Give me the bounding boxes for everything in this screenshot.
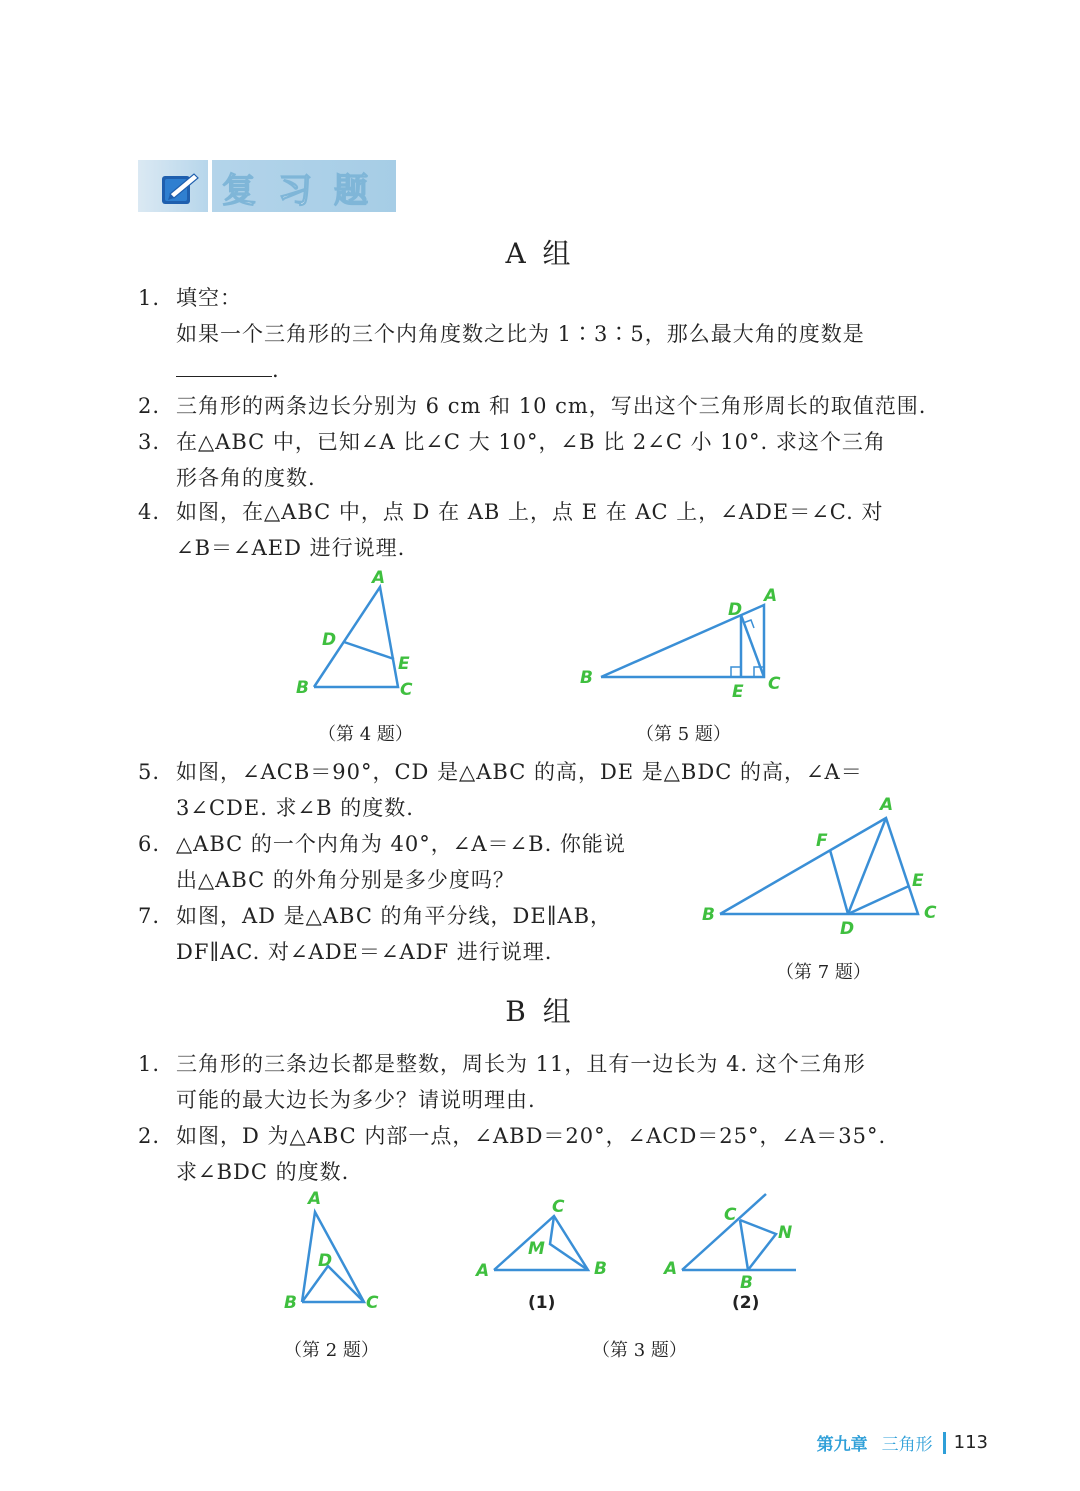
figure-b2 <box>280 1186 390 1316</box>
question-text: 三角形的两条边长分别为 6 cm 和 10 cm，写出这个三角形周长的取值范围. <box>176 394 927 418</box>
question-text: 如果一个三角形的三个内角度数之比为 1∶3∶5，那么最大角的度数是 <box>176 322 865 346</box>
label-a: A <box>372 568 386 588</box>
answer-blank <box>176 352 272 377</box>
footer-section: 三角形 <box>881 1435 933 1455</box>
page-number: 113 <box>953 1432 988 1453</box>
segments-cn-nb <box>740 1220 776 1270</box>
label-a: A <box>308 1189 322 1209</box>
label-c: C <box>768 674 781 694</box>
label-e: E <box>912 871 924 891</box>
segment-df <box>830 850 848 914</box>
question-number: 4. <box>138 500 161 524</box>
label-n: N <box>778 1223 793 1243</box>
question-b2 <box>138 1118 966 1190</box>
label-b: B <box>740 1273 753 1293</box>
question-text: DF∥AC. 对∠ADE＝∠ADF 进行说理. <box>176 940 553 964</box>
question-a3 <box>138 424 966 496</box>
question-number: 6. <box>138 832 161 856</box>
figure-a7 <box>700 792 950 942</box>
label-c: C <box>724 1205 737 1225</box>
question-text: ∠B＝∠AED 进行说理. <box>176 536 406 560</box>
label-c: C <box>552 1197 565 1217</box>
label-c: C <box>400 680 413 700</box>
question-text: 求∠BDC 的度数. <box>176 1160 350 1184</box>
question-a6 <box>138 826 696 898</box>
subfigure-tag: (1) <box>528 1293 556 1313</box>
figure-b3-caption: （第 3 题） <box>592 1340 687 1361</box>
label-d: D <box>840 919 855 939</box>
figure-a5 <box>576 585 796 700</box>
footer-chapter: 第九章 <box>816 1435 868 1455</box>
label-b: B <box>702 905 715 925</box>
question-a2 <box>138 388 966 424</box>
label-c: C <box>924 903 937 923</box>
label-d: D <box>728 600 743 620</box>
question-text: 如图，AD 是△ABC 的角平分线，DE∥AB， <box>176 904 613 928</box>
group-a-title: A 组 <box>505 237 575 270</box>
question-number: 7. <box>138 904 161 928</box>
label-f: F <box>816 831 828 851</box>
label-a: A <box>764 586 778 606</box>
question-text: △ABC 的一个内角为 40°，∠A＝∠B. 你能说 <box>176 832 626 856</box>
figure-b3-1 <box>474 1196 624 1311</box>
question-text: 如图，∠ACB＝90°，CD 是△ABC 的高，DE 是△BDC 的高，∠A＝ <box>176 760 863 784</box>
question-a7 <box>138 898 696 970</box>
question-text: 如图，在△ABC 中，点 D 在 AB 上，点 E 在 AC 上，∠ADE＝∠C. 对 <box>176 500 884 524</box>
question-text: 形各角的度数. <box>176 466 316 490</box>
page-footer <box>817 1430 988 1455</box>
question-number: 3. <box>138 430 161 454</box>
figure-a7-caption: （第 7 题） <box>776 962 871 983</box>
question-text: 3∠CDE. 求∠B 的度数. <box>176 796 414 820</box>
right-angle-mark-e <box>731 667 741 677</box>
label-b: B <box>296 678 309 698</box>
question-text: 填空： <box>176 286 242 310</box>
footer-divider <box>943 1432 946 1454</box>
figure-b2-caption: （第 2 题） <box>284 1340 379 1361</box>
label-b: B <box>580 668 593 688</box>
question-a4 <box>138 494 966 566</box>
segment-cb <box>740 1220 748 1270</box>
figure-b3-2 <box>660 1190 810 1313</box>
label-d: D <box>318 1251 333 1271</box>
label-e: E <box>398 654 410 674</box>
section-title: 复习题 <box>222 171 390 211</box>
question-text: 三角形的三条边长都是整数，周长为 11，且有一边长为 4. 这个三角形 <box>176 1052 866 1076</box>
question-b1 <box>138 1046 966 1118</box>
header-separator <box>208 160 212 212</box>
label-a: A <box>664 1259 678 1279</box>
label-e: E <box>732 682 744 702</box>
group-b-title: B 组 <box>505 995 575 1028</box>
figure-a4 <box>290 565 430 700</box>
question-text: 可能的最大边长为多少？请说明理由. <box>176 1088 536 1112</box>
label-b: B <box>284 1293 297 1313</box>
subfigure-tag: (2) <box>732 1293 760 1313</box>
figure-a5-caption: （第 5 题） <box>636 724 731 745</box>
segment-de <box>344 642 394 659</box>
question-text: 如图，D 为△ABC 内部一点，∠ABD＝20°，∠ACD＝25°，∠A＝35°. <box>176 1124 887 1148</box>
question-a1 <box>138 280 956 388</box>
question-number: 5. <box>138 760 161 784</box>
question-text: 出△ABC 的外角分别是多少度吗？ <box>176 868 515 892</box>
question-number: 1. <box>138 1052 161 1076</box>
label-a: A <box>476 1261 490 1281</box>
figure-a4-caption: （第 4 题） <box>318 724 413 745</box>
label-m: M <box>528 1239 545 1259</box>
label-c: C <box>366 1293 379 1313</box>
question-blank-line: . <box>176 352 956 388</box>
question-number: 2. <box>138 1124 161 1148</box>
question-number: 1. <box>138 286 161 310</box>
question-text: 在△ABC 中，已知∠A 比∠C 大 10°，∠B 比 2∠C 小 10°. 求这个三角 <box>176 430 886 454</box>
label-d: D <box>322 630 337 650</box>
label-b: B <box>594 1259 607 1279</box>
label-a: A <box>880 795 894 815</box>
question-number: 2. <box>138 394 161 418</box>
notebook-pen-icon <box>156 168 202 208</box>
